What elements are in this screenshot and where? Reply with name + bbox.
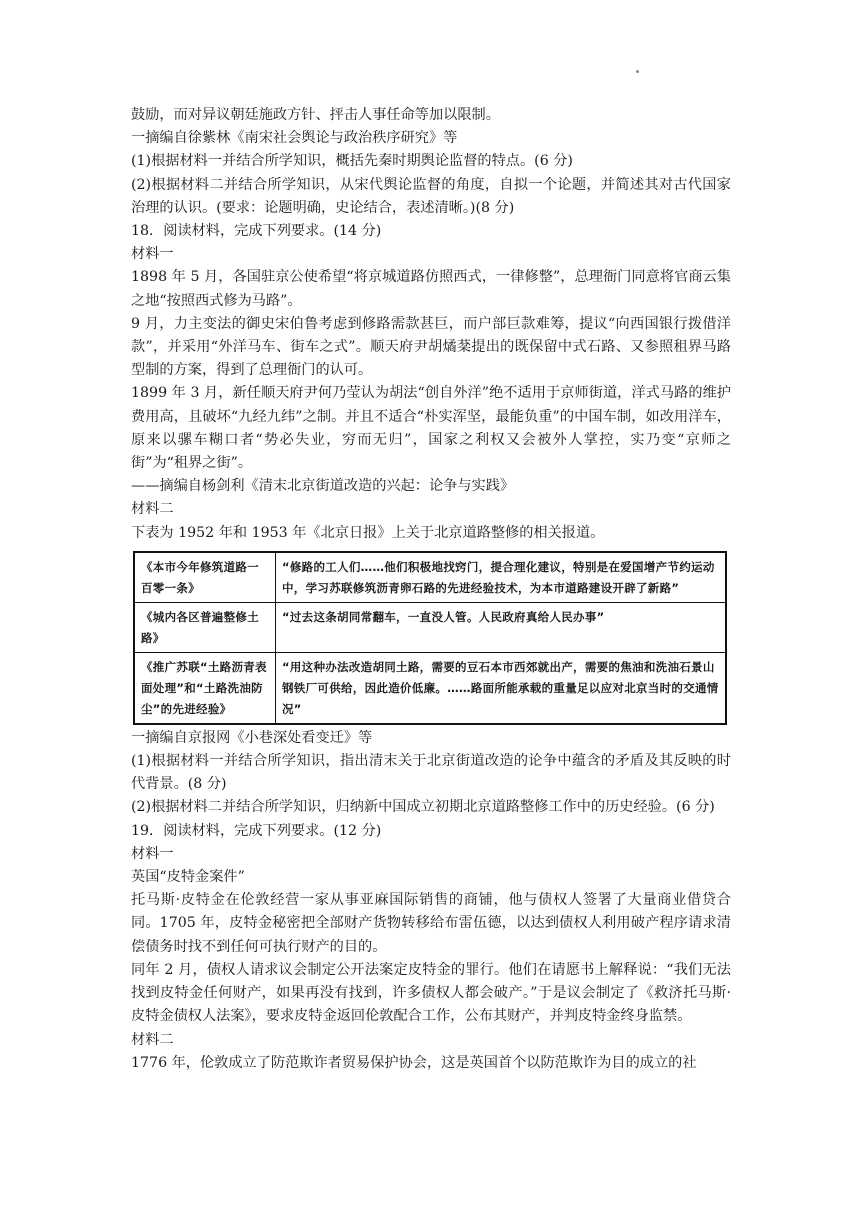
material-paragraph: 1776 年，伦敦成立了防范欺诈者贸易保护协会，这是英国首个以防范欺诈为目的成立的社 xyxy=(131,1054,697,1071)
scan-dot xyxy=(636,70,639,73)
question-item: (2)根据材料二并结合所学知识，归纳新中国成立初期北京道路整修工作中的历史经验。(6 分) xyxy=(131,799,715,816)
table-row xyxy=(134,552,726,603)
report-quote-cell: “用这种办法改造胡同土路，需要的豆石本市西郊就出产，需要的焦油和洗油石景山钢铁厂可供给，因此造价低廉。……路面所能承载的重量足以应对北京当时的交通情况” xyxy=(276,652,727,724)
table-caption: 下表为 1952 年和 1953 年《北京日报》上关于北京道路整修的相关报道。 xyxy=(131,524,605,541)
material-paragraph: 1898 年 5 月，各国驻京公使希望“将京城道路仿照西式，一律修整”，总理衙门同意将官商云集之地“按照西式修为马路”。 xyxy=(131,269,731,309)
text-line: 鼓励，而对异议朝廷施政方针、抨击人事任命等加以限制。 xyxy=(131,107,500,123)
report-table xyxy=(133,551,727,725)
report-title-cell: 《城内各区普遍整修土路》 xyxy=(134,602,276,652)
material-subtitle: 英国“皮特金案件” xyxy=(131,869,245,886)
question-item: (2)根据材料二并结合所学知识，从宋代舆论监督的角度，自拟一个论题，并简述其对古代国家治理的认识。(要求：论题明确，史论结合，表述清晰。)(8 分) xyxy=(131,176,731,216)
material-paragraph: 托马斯·皮特金在伦敦经营一家从事亚麻国际销售的商铺，他与债权人签署了大量商业借贷合同。1705 年，皮特金秘密把全部财产货物转移给布雷伍德，以达到债权人利用破产程序请求清偿债务时找不到任何可执行财产的目的。 xyxy=(131,892,731,955)
material-label: 材料二 xyxy=(131,1031,174,1048)
report-title-cell: 《本市今年修筑道路一百零一条》 xyxy=(134,552,276,603)
source-citation: 一摘编自徐紫林《南宋社会舆论与政治秩序研究》等 xyxy=(131,130,458,147)
report-quote-cell: “修路的工人们……他们积极地找窍门，提合理化建议，特别是在爱国增产节约运动中，学习苏联修筑沥青卵石路的先进经验技术，为本市道路建设开辟了新路” xyxy=(276,552,727,603)
material-paragraph: 1899 年 3 月，新任顺天府尹何乃莹认为胡法“创自外洋”绝不适用于京师街道，洋式马路的维护费用高，且破坏“九经九纬”之制。并且不适合“朴实浑坚，最能负重”的中国车制，如改用洋车，原来以骡车糊口者“势必失业，穷而无归”，国家之利权又会被外人掌控，实乃变“京师之街”为“租界之街”。 xyxy=(131,385,731,472)
material-label: 材料一 xyxy=(131,246,174,263)
source-citation: 一摘编自京报网《小巷深处看变迁》等 xyxy=(131,729,373,746)
question-heading: 18．阅读材料，完成下列要求。(14 分) xyxy=(131,223,382,240)
question-item: (1)根据材料一并结合所学知识，概括先秦时期舆论监督的特点。(6 分) xyxy=(131,153,573,170)
question-heading: 19．阅读材料，完成下列要求。(12 分) xyxy=(131,822,382,839)
material-label: 材料二 xyxy=(131,501,174,518)
material-paragraph: 同年 2 月，债权人请求议会制定公开法案定皮特金的罪行。他们在请愿书上解释说：“我们无法找到皮特金任何财产，如果再没有找到，许多债权人都会破产。”于是议会制定了《救济托马斯·皮特金债权人法案》，要求皮特金返回伦敦配合工作，公布其财产，并判皮特金终身监禁。 xyxy=(131,961,731,1025)
report-quote-cell: “过去这条胡同常翻车，一直没人管。人民政府真给人民办事” xyxy=(276,602,727,652)
material-label: 材料一 xyxy=(131,845,174,862)
report-title-cell: 《推广苏联“土路沥青表面处理”和“土路洗油防尘”的先进经验》 xyxy=(134,652,276,724)
table-row xyxy=(134,652,726,724)
report-table-wrapper xyxy=(133,551,731,725)
question-item: (1)根据材料一并结合所学知识，指出清末关于北京街道改造的论争中蕴含的矛盾及其反映的时代背景。(8 分) xyxy=(131,753,731,793)
table-row xyxy=(134,602,726,652)
material-paragraph: 9 月，力主变法的御史宋伯鲁考虑到修路需款甚巨，而户部巨款难筹，提议“向西国银行拨借洋款”，并采用“外洋马车、街车之式”。顺天府尹胡燏棻提出的既保留中式石路、又参照租界马路型制的方案，得到了总理衙门的认可。 xyxy=(131,315,731,379)
page-content xyxy=(131,104,731,1075)
source-citation: ——摘编自杨剑利《清末北京街道改造的兴起：论争与实践》 xyxy=(131,478,515,495)
